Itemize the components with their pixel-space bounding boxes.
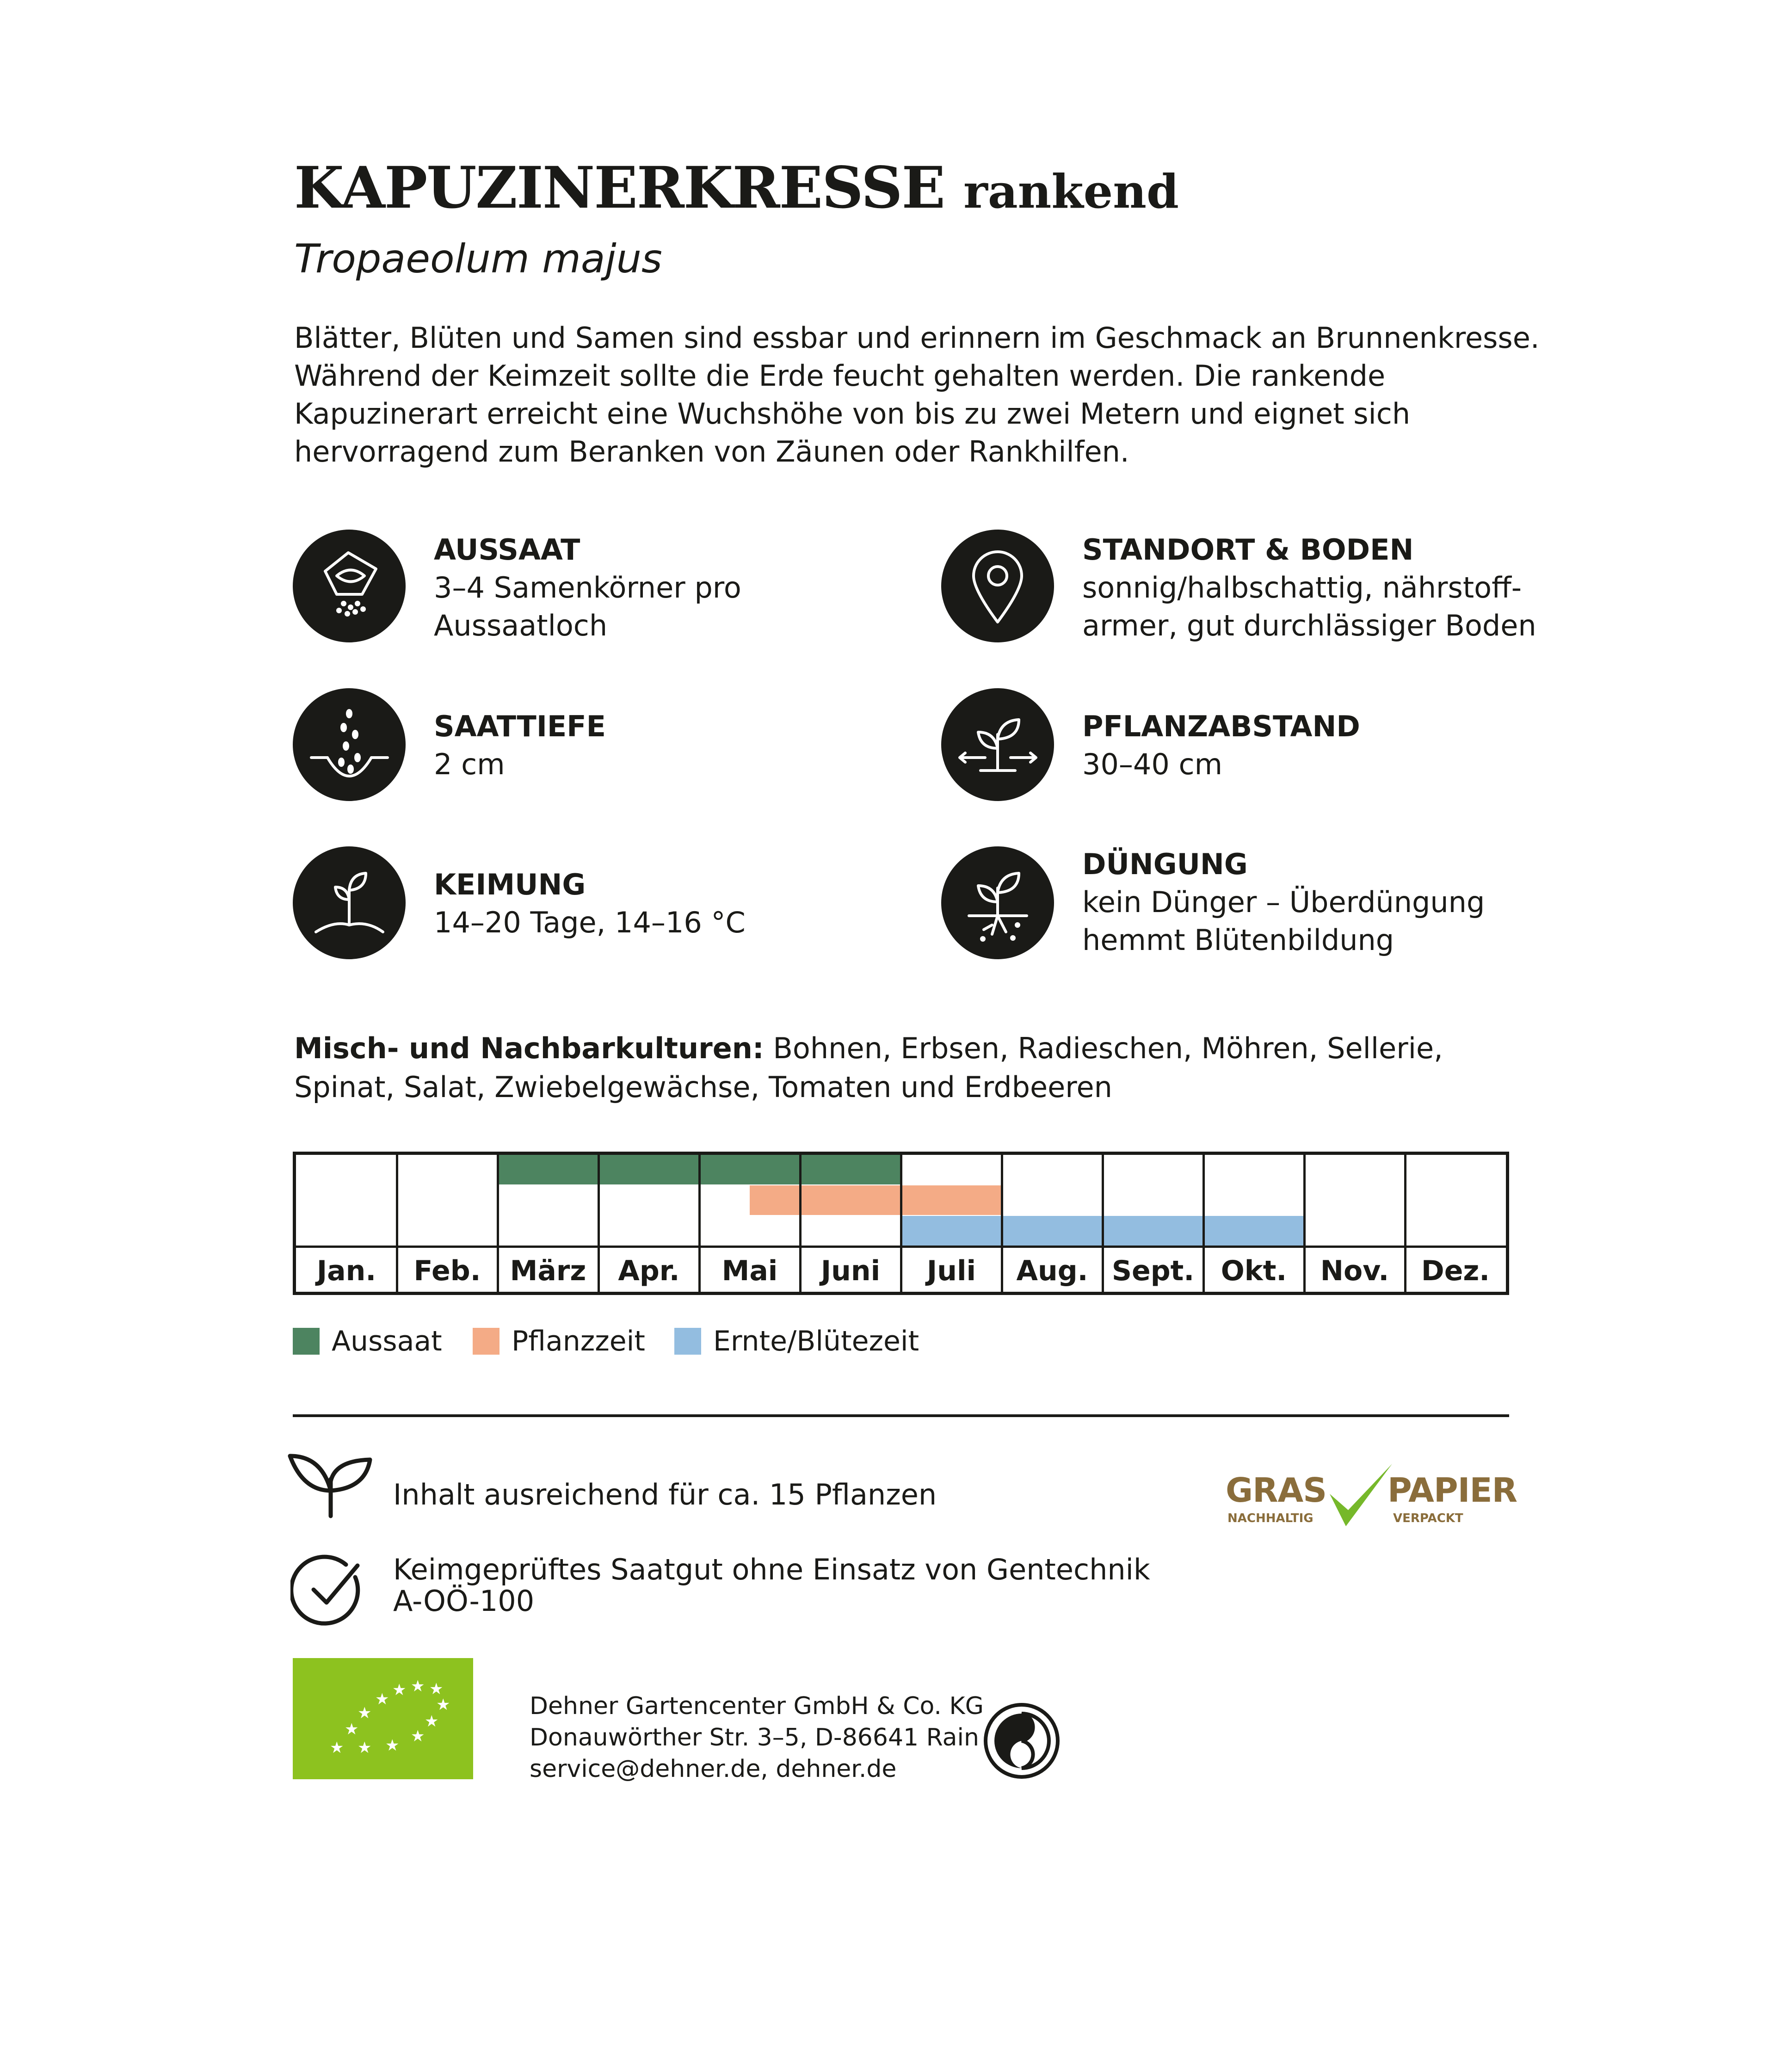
eu-organic-logo xyxy=(293,1658,473,1779)
feature-standort-title: STANDORT & BODEN xyxy=(1082,533,1414,567)
sprout-icon xyxy=(293,846,406,959)
feature-aussaat-title: AUSSAAT xyxy=(434,533,580,567)
legend-ernte-label: Ernte/Blütezeit xyxy=(713,1325,919,1357)
companion-plants xyxy=(294,1029,1534,1107)
feature-keimung-title: KEIMUNG xyxy=(434,868,586,901)
plant-spacing-icon xyxy=(941,688,1054,801)
svg-text:★: ★ xyxy=(358,1704,372,1722)
calendar-month-label: Jan. xyxy=(316,1255,376,1287)
graspapier-word2: PAPIER xyxy=(1388,1471,1517,1510)
location-pin-icon xyxy=(941,530,1054,642)
legend-aussaat-label: Aussaat xyxy=(332,1325,442,1357)
graspapier-word1: GRAS xyxy=(1226,1471,1327,1510)
legend-aussaat xyxy=(293,1325,442,1357)
check-circle-icon xyxy=(290,1552,367,1628)
svg-text:★: ★ xyxy=(345,1720,359,1739)
leaf-icon xyxy=(284,1447,377,1521)
feature-duengung-line1: kein Dünger – Überdüngung xyxy=(1082,885,1485,919)
graspapier-check-icon xyxy=(1325,1462,1394,1531)
title-sub: rankend xyxy=(963,164,1179,219)
feature-duengung-title: DÜNGUNG xyxy=(1082,847,1248,881)
svg-text:★: ★ xyxy=(436,1696,450,1714)
svg-text:★: ★ xyxy=(425,1712,439,1731)
svg-text:★: ★ xyxy=(358,1739,372,1757)
description: Blätter, Blüten und Samen sind essbar und erinnern im Geschmack an Brunnenkresse. Während der Keimzeit sollte die Erde feucht gehalten werden. Die rankende Kapuzinerart erreicht eine Wuchshöhe von bis zu zwei Metern und eignet sich hervorragend zum Beranken von Zäunen oder Rankhilfen. xyxy=(294,321,1540,469)
calendar-month-label: Okt. xyxy=(1221,1255,1287,1287)
graspapier-sub1: NACHHALTIG xyxy=(1227,1511,1314,1525)
svg-text:★: ★ xyxy=(375,1690,389,1708)
calendar-month-label: März xyxy=(510,1255,586,1287)
calendar-month-label: Dez. xyxy=(1421,1255,1490,1287)
seed-packet-icon xyxy=(293,530,406,642)
certified-line1: Keimgeprüftes Saatgut ohne Einsatz von Gentechnik xyxy=(393,1553,1150,1586)
title-main: KAPUZINERKRESSE xyxy=(294,154,944,222)
feature-standort-line1: sonnig/halbschattig, nährstoff- xyxy=(1082,571,1522,604)
feature-pflanzabstand-title: PFLANZABSTAND xyxy=(1082,709,1360,743)
green-dot-recycling-icon xyxy=(983,1702,1061,1780)
svg-text:★: ★ xyxy=(411,1727,425,1745)
feature-aussaat-line1: 3–4 Samenkörner pro xyxy=(434,571,741,604)
calendar-month-label: Mai xyxy=(722,1255,778,1287)
feature-saattiefe-title: SAATTIEFE xyxy=(434,709,606,743)
legend-ernte xyxy=(674,1325,919,1357)
seed-depth-icon xyxy=(293,688,406,801)
graspapier-sub2: VERPACKT xyxy=(1393,1511,1463,1525)
product-title xyxy=(294,154,1179,222)
calendar-month-label: Aug. xyxy=(1016,1255,1088,1287)
companion-label: Misch- und Nachbarkulturen: xyxy=(294,1031,764,1065)
legend-ernte-swatch xyxy=(674,1328,701,1355)
latin-name: Tropaeolum majus xyxy=(294,236,662,282)
svg-text:★: ★ xyxy=(429,1680,444,1698)
sowing-calendar xyxy=(293,1152,1509,1295)
feature-aussaat-line2: Aussaatloch xyxy=(434,609,608,642)
legend-pflanzzeit-swatch xyxy=(473,1328,500,1355)
calendar-month-label: Juni xyxy=(820,1255,881,1287)
calendar-month-label: Nov. xyxy=(1320,1255,1389,1287)
svg-text:★: ★ xyxy=(411,1677,425,1696)
svg-text:★: ★ xyxy=(330,1739,344,1757)
companion-list: Bohnen, Erbsen, Radieschen, Möhren, Sellerie, Spinat, Salat, Zwiebelgewächse, Tomaten und Erdbeeren xyxy=(294,1031,1443,1104)
company-address xyxy=(530,1690,984,1785)
graspapier-logo xyxy=(1226,1462,1517,1536)
feature-saattiefe-line1: 2 cm xyxy=(434,747,505,781)
feature-duengung-line2: hemmt Blütenbildung xyxy=(1082,923,1394,957)
calendar-month-label: Juli xyxy=(926,1255,976,1287)
content-info: Inhalt ausreichend für ca. 15 Pflanzen xyxy=(393,1478,937,1511)
feature-keimung-line1: 14–20 Tage, 14–16 °C xyxy=(434,906,746,939)
legend-aussaat-swatch xyxy=(293,1328,320,1355)
eu-leaf-stars-icon xyxy=(293,1658,473,1779)
svg-text:★: ★ xyxy=(385,1736,400,1755)
legend-pflanzzeit xyxy=(473,1325,645,1357)
feature-standort-line2: armer, gut durchlässiger Boden xyxy=(1082,609,1536,642)
calendar-bar-pflanzzeit xyxy=(750,1185,1002,1215)
calendar-month-label: Feb. xyxy=(413,1255,481,1287)
plant-roots-icon xyxy=(941,846,1054,959)
company-contact: service@dehner.de, dehner.de xyxy=(530,1755,897,1783)
calendar-month-label: Apr. xyxy=(618,1255,680,1287)
feature-pflanzabstand-line1: 30–40 cm xyxy=(1082,747,1222,781)
legend-pflanzzeit-label: Pflanzzeit xyxy=(512,1325,645,1357)
company-name: Dehner Gartencenter GmbH & Co. KG xyxy=(530,1692,984,1720)
certified-line2: A-OÖ-100 xyxy=(393,1584,535,1618)
svg-text:★: ★ xyxy=(392,1681,407,1699)
calendar-month-label: Sept. xyxy=(1111,1255,1195,1287)
company-street: Donauwörther Str. 3–5, D-86641 Rain xyxy=(530,1724,979,1751)
section-divider xyxy=(293,1414,1509,1417)
